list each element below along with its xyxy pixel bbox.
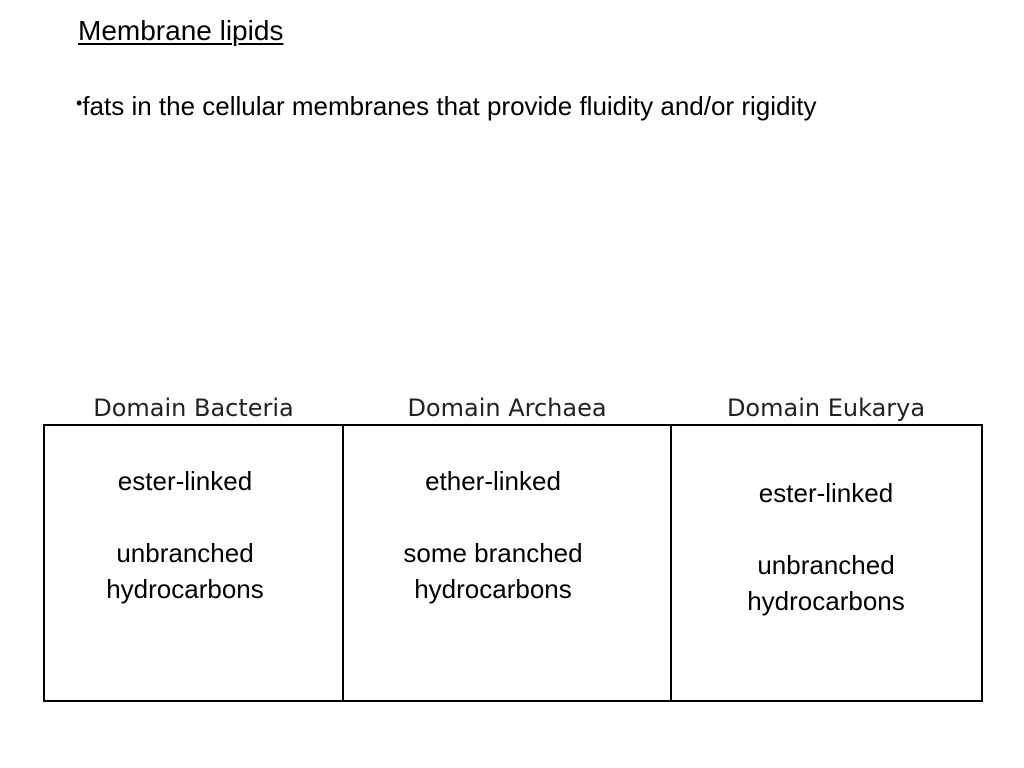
eukarya-chain-line2: hydrocarbons [747,586,905,616]
bacteria-chain-line2: hydrocarbons [106,574,264,604]
eukarya-linkage: ester-linked [758,478,894,508]
bullet-point-icon: • [76,93,83,113]
bullet-item [76,89,816,126]
archaea-chain-line2: hydrocarbons [414,574,572,604]
archaea-linkage: ether-linked [425,466,561,496]
eukarya-chain-line1: unbranched [757,550,895,580]
bullet-text: fats in the cellular membranes that provide fluidity and/or rigidity [82,91,817,121]
bacteria-linkage: ester-linked [117,466,253,496]
bacteria-chain-line1: unbranched [116,538,254,568]
slide-title: Membrane lipids [78,15,284,46]
column-header-eukarya: Domain Eukarya [726,394,926,422]
archaea-chain-line1: some branched [403,538,583,568]
column-header-archaea: Domain Archaea [407,394,607,422]
column-header-bacteria: Domain Bacteria [93,394,294,422]
